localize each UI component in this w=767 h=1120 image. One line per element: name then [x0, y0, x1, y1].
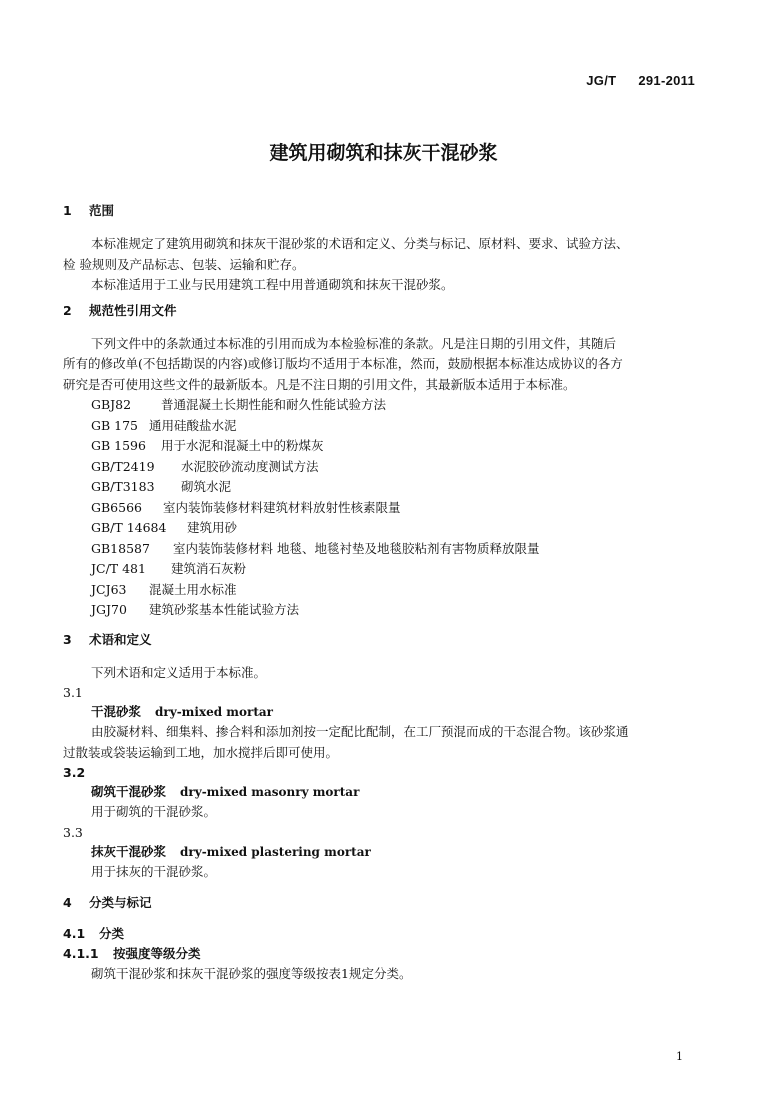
term-heading: 砌筑干混砂浆 dry-mixed masonry mortar — [91, 784, 360, 799]
reference-item: GB/T2419 水泥胶砂流动度测试方法 — [91, 458, 319, 474]
section-4-heading: 4 分类与标记 — [63, 895, 152, 910]
section-2-paragraph-line-1: 下列文件中的条款通过本标准的引用而成为本检验标准的条款。凡是注日期的引用文件，其随后 — [91, 335, 617, 351]
section-1-heading: 1 范围 — [63, 203, 115, 218]
page-number: 1 — [676, 1050, 683, 1063]
reference-item: JC/T 481 建筑消石灰粉 — [91, 561, 247, 576]
term-heading: 抹灰干混砂浆 dry-mixed plastering mortar — [91, 843, 371, 859]
reference-item: GB/T3183 砌筑水泥 — [91, 479, 232, 494]
reference-item: JGJ70 建筑砂浆基本性能试验方法 — [91, 602, 300, 617]
section-3-intro: 下列术语和定义适用于本标准。 — [91, 664, 267, 680]
section-1-paragraph-1-cont: 检 验规则及产品标志、包装、运输和贮存。 — [63, 256, 305, 272]
standard-number: JG/T 291-2011 — [586, 73, 695, 88]
term-number: 3.2 — [63, 765, 86, 780]
reference-item: GB 1596 用于水泥和混凝土中的粉煤灰 — [91, 438, 324, 453]
reference-item: GB6566 室内装饰装修材料建筑材料放射性核素限量 — [91, 499, 401, 515]
reference-item: GB 175 通用硅酸盐水泥 — [91, 417, 237, 433]
reference-item: GB/T 14684 建筑用砂 — [91, 520, 238, 535]
term-definition: 用于砌筑的干混砂浆。 — [91, 804, 217, 819]
document-body — [63, 202, 693, 985]
subsection-4-1-1-heading: 4.1.1 按强度等级分类 — [63, 946, 201, 961]
reference-item: GB18587 室内装饰装修材料 地毯、地毯衬垫及地毯胶粘剂有害物质释放限量 — [91, 540, 540, 556]
subsection-4-1-1-text: 砌筑干混砂浆和抹灰干混砂浆的强度等级按表1规定分类。 — [91, 966, 412, 981]
section-1-paragraph-1: 本标准规定了建筑用砌筑和抹灰干混砂浆的术语和定义、分类与标记、原材料、要求、试验方法、 — [91, 236, 629, 251]
term-definition: 由胶凝材料、细集料、掺合料和添加剂按一定配比配制，在工厂预混而成的干态混合物。该砂浆通 — [91, 724, 629, 739]
section-2-paragraph-line-2: 所有的修改单(不包括勘误的内容)或修订版均不适用于本标准，然而，鼓励根据本标准达成协议的各方 — [63, 356, 623, 371]
term-definition-cont: 过散装或袋装运输到工地，加水搅拌后即可使用。 — [63, 744, 339, 760]
subsection-4-1-heading: 4.1 分类 — [63, 926, 125, 941]
term-heading: 干混砂浆 dry-mixed mortar — [91, 704, 273, 719]
document-title: 建筑用砌筑和抹灰干混砂浆 — [269, 142, 498, 164]
section-2-paragraph-line-3: 研究是否可使用这些文件的最新版本。凡是不注日期的引用文件，其最新版本适用于本标准。 — [63, 376, 576, 392]
section-1-paragraph-2: 本标准适用于工业与民用建筑工程中用普通砌筑和抹灰干混砂浆。 — [91, 277, 454, 292]
term-number: 3.1 — [63, 685, 83, 700]
section-3-heading: 3 术语和定义 — [63, 631, 152, 647]
term-number: 3.3 — [63, 824, 83, 840]
section-2-heading: 2 规范性引用文件 — [63, 302, 177, 318]
term-definition: 用于抹灰的干混砂浆。 — [91, 863, 217, 879]
reference-item: GBJ82 普通混凝土长期性能和耐久性能试验方法 — [91, 397, 387, 412]
reference-item: JCJ63 混凝土用水标准 — [91, 581, 237, 597]
